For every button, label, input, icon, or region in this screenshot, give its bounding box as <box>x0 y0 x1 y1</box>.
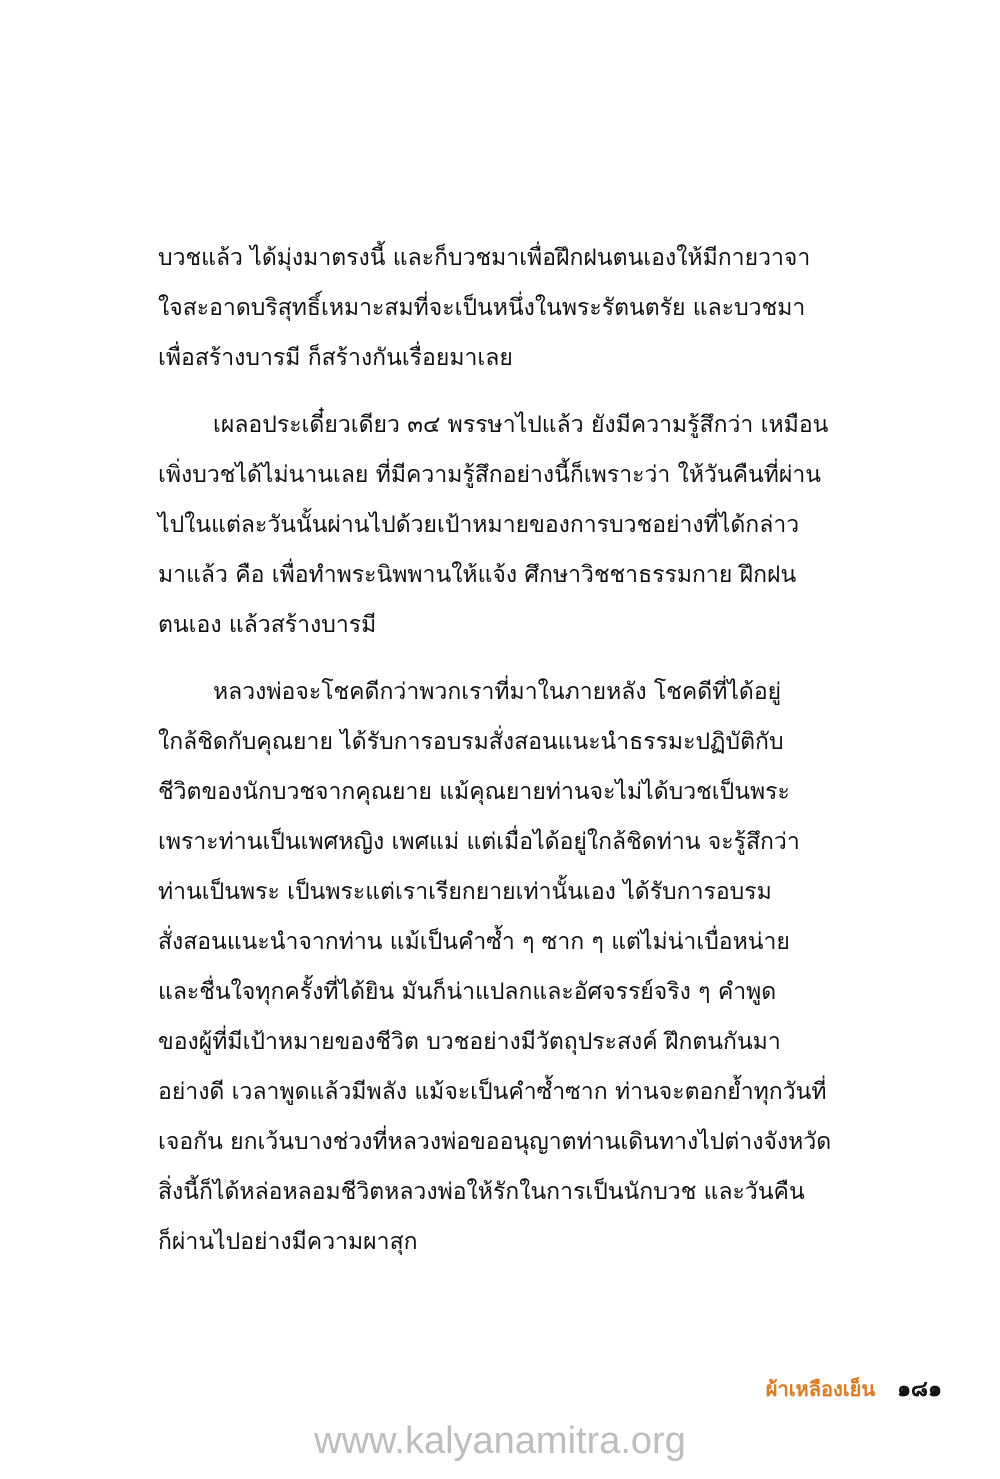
text-line: มาแล้ว คือ เพื่อทำพระนิพพานให้แจ้ง ศึกษาวิชชาธรรมกาย ฝึกฝน <box>158 562 797 588</box>
text-line: ชีวิตของนักบวชจากคุณยาย แม้คุณยายท่านจะไม่ได้บวชเป็นพระ <box>158 779 790 805</box>
paragraph-2 <box>158 400 858 650</box>
text-line: ไปในแต่ละวันนั้นผ่านไปด้วยเป้าหมายของการบวชอย่างที่ได้กล่าว <box>158 512 800 538</box>
text-line: อย่างดี เวลาพูดแล้วมีพลัง แม้จะเป็นคำซ้ำซาก ท่านจะตอกย้ำทุกวันที่ <box>158 1079 827 1105</box>
paragraph-1 <box>158 233 858 383</box>
text-line: เพื่อสร้างบารมี ก็สร้างกันเรื่อยมาเลย <box>158 345 513 371</box>
paragraph-3 <box>158 667 858 1267</box>
text-line: เพราะท่านเป็นเพศหญิง เพศแม่ แต่เมื่อได้อยู่ใกล้ชิดท่าน จะรู้สึกว่า <box>158 829 800 855</box>
body-text <box>158 233 858 1267</box>
page-number: ๑๘๑ <box>897 1377 942 1402</box>
text-line: ใจสะอาดบริสุทธิ์เหมาะสมที่จะเป็นหนึ่งในพระรัตนตรัย และบวชมา <box>158 295 806 321</box>
text-line: เจอกัน ยกเว้นบางช่วงที่หลวงพ่อขออนุญาตท่านเดินทางไปต่างจังหวัด <box>158 1129 832 1155</box>
text-line: ก็ผ่านไปอย่างมีความผาสุก <box>158 1229 418 1255</box>
text-line: บวชแล้ว ได้มุ่งมาตรงนี้ และก็บวชมาเพื่อฝึกฝนตนเองให้มีกายวาจา <box>158 245 811 271</box>
running-title: ผ้าเหลืองเย็น <box>765 1377 875 1401</box>
text-line: เพิ่งบวชได้ไม่นานเลย ที่มีความรู้สึกอย่างนี้ก็เพราะว่า ให้วันคืนที่ผ่าน <box>158 462 822 488</box>
text-line: สิ่งนี้ก็ได้หล่อหลอมชีวิตหลวงพ่อให้รักในการเป็นนักบวช และวันคืน <box>158 1179 805 1205</box>
text-line: เผลอประเดี๋ยวเดียว ๓๔ พรรษาไปแล้ว ยังมีความรู้สึกว่า เหมือน <box>213 412 829 438</box>
text-line: ของผู้ที่มีเป้าหมายของชีวิต บวชอย่างมีวัตถุประสงค์ ฝึกตนกันมา <box>158 1029 781 1055</box>
watermark-url: www.kalyanamitra.org <box>314 1420 686 1462</box>
text-line: ตนเอง แล้วสร้างบารมี <box>158 612 377 638</box>
text-line: สั่งสอนแนะนำจากท่าน แม้เป็นคำซ้ำ ๆ ซาก ๆ แต่ไม่น่าเบื่อหน่าย <box>158 929 790 955</box>
text-line: ท่านเป็นพระ เป็นพระแต่เราเรียกยายเท่านั้นเอง ได้รับการอบรม <box>158 879 772 905</box>
text-line: ใกล้ชิดกับคุณยาย ได้รับการอบรมสั่งสอนแนะนำธรรมะปฏิบัติกับ <box>158 729 784 755</box>
text-line: หลวงพ่อจะโชคดีกว่าพวกเราที่มาในภายหลัง โชคดีที่ได้อยู่ <box>213 679 782 705</box>
text-line: และชื่นใจทุกครั้งที่ได้ยิน มันก็น่าแปลกและอัศจรรย์จริง ๆ คำพูด <box>158 979 777 1005</box>
